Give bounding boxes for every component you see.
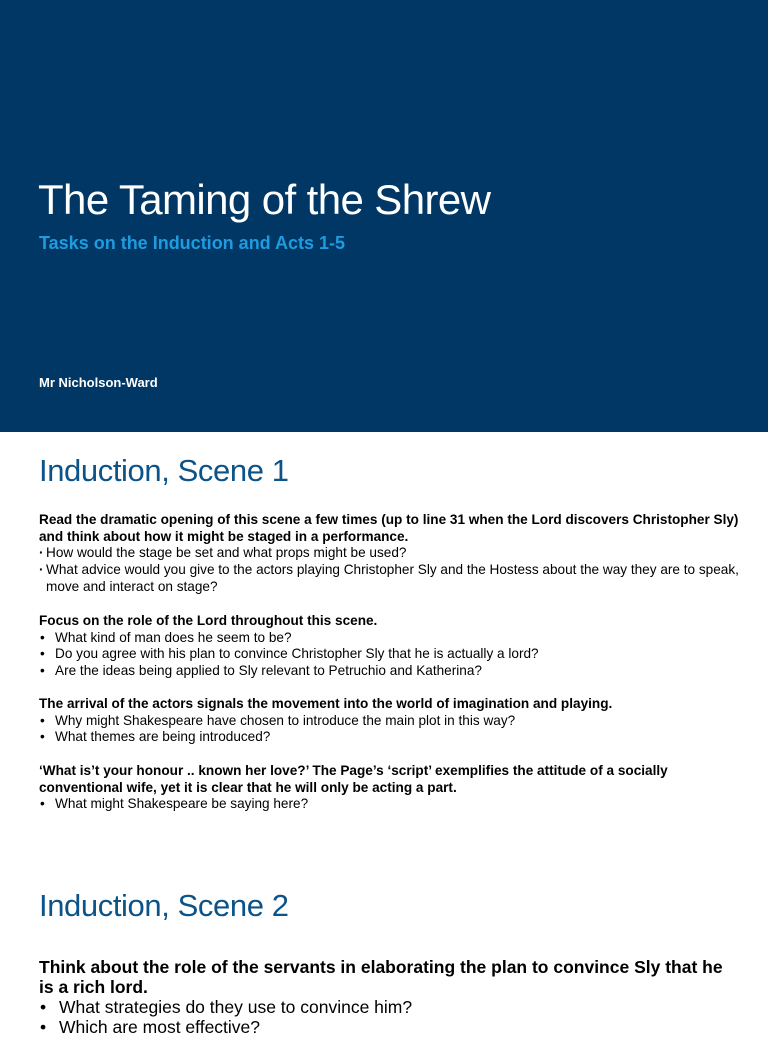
question-item: • Which are most effective? bbox=[39, 1017, 739, 1037]
task-content bbox=[0, 432, 768, 1037]
question-item: • What might Shakespeare be saying here? bbox=[39, 796, 739, 813]
document-title: The Taming of the Shrew bbox=[38, 176, 491, 223]
task-prompt: Read the dramatic opening of this scene a few times (up to line 31 when the Lord discovers Christopher Sly) and think about how it might be staged in a performance. bbox=[39, 512, 739, 544]
question-item: • What kind of man does he seem to be? bbox=[39, 630, 739, 647]
task-block bbox=[39, 696, 739, 746]
author-name: Mr Nicholson-Ward bbox=[39, 375, 158, 390]
question-list bbox=[39, 796, 739, 813]
question-item: · What advice would you give to the actors playing Christopher Sly and the Hostess about the way they are to speak, move and interact on stage? bbox=[39, 562, 739, 595]
task-prompt: Think about the role of the servants in elaborating the plan to convince Sly that he is a rich lord. bbox=[39, 957, 723, 997]
title-slide bbox=[0, 0, 768, 432]
question-item: • What themes are being introduced? bbox=[39, 729, 739, 746]
scene-heading-induction-2: Induction, Scene 2 bbox=[39, 888, 289, 923]
question-item: • What strategies do they use to convince him? bbox=[39, 997, 739, 1017]
question-item: • Do you agree with his plan to convince Christopher Sly that he is actually a lord? bbox=[39, 646, 739, 663]
question-list bbox=[39, 713, 739, 746]
question-list bbox=[39, 630, 739, 680]
task-block bbox=[39, 763, 739, 813]
question-item: • Are the ideas being applied to Sly relevant to Petruchio and Katherina? bbox=[39, 663, 739, 680]
document-subtitle: Tasks on the Induction and Acts 1-5 bbox=[39, 233, 346, 253]
task-prompt: ‘What is’t your honour .. known her love?’ The Page’s ‘script’ exemplifies the attitude of a socially conventional wife, yet it is clear that he will only be acting a part. bbox=[39, 763, 668, 795]
task-prompt: Focus on the role of the Lord throughout this scene. bbox=[39, 613, 378, 628]
task-prompt: The arrival of the actors signals the movement into the world of imagination and playing. bbox=[39, 696, 613, 711]
task-block bbox=[39, 613, 739, 680]
question-list bbox=[39, 545, 739, 595]
question-item: • Why might Shakespeare have chosen to introduce the main plot in this way? bbox=[39, 713, 739, 730]
task-block bbox=[39, 512, 739, 596]
question-list bbox=[39, 997, 739, 1037]
scene-heading-induction-1: Induction, Scene 1 bbox=[39, 453, 289, 488]
task-block bbox=[39, 957, 739, 1037]
question-item: · How would the stage be set and what props might be used? bbox=[39, 545, 739, 562]
